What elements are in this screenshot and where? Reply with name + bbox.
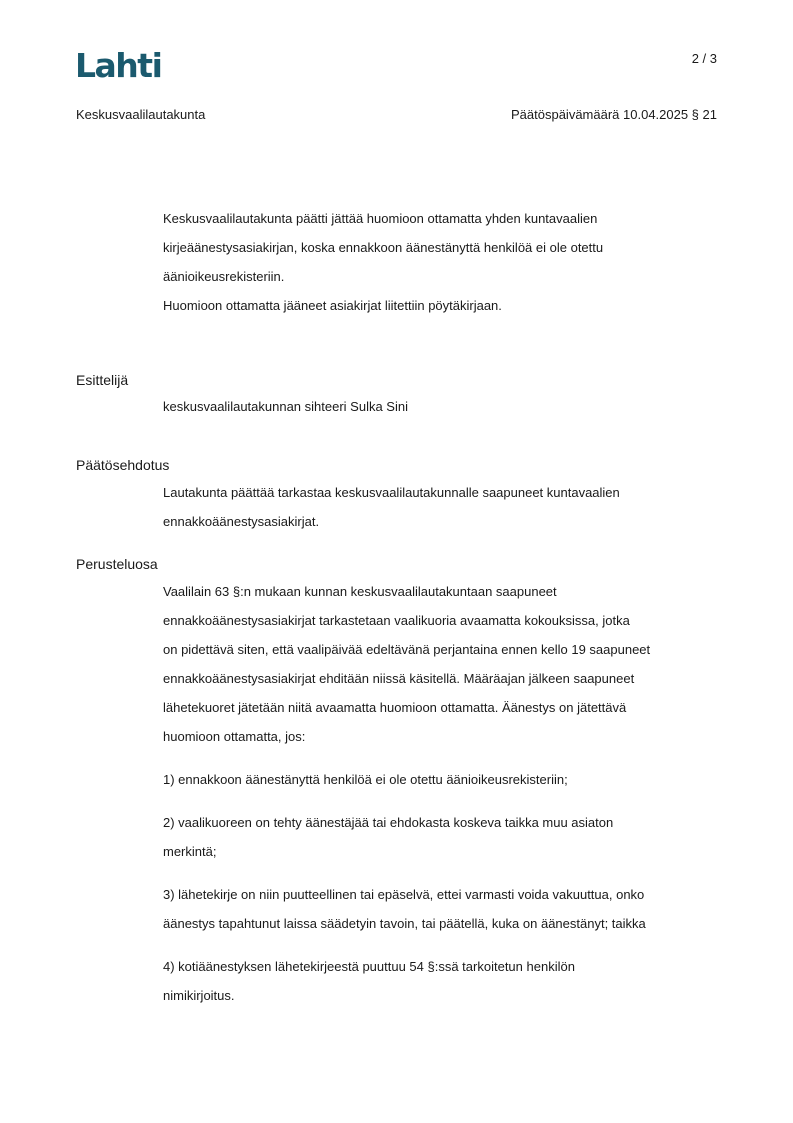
intro-line: Keskusvaalilautakunta päätti jättää huomioon ottamatta yhden kuntavaalien [163, 211, 598, 226]
list-item: 2) vaalikuoreen on tehty äänestäjää tai ehdokasta koskeva taikka muu asiaton [163, 815, 614, 830]
proposal-line: ennakkoäänestysasiakirjat. [163, 514, 320, 529]
presenter-heading: Esittelijä [76, 372, 129, 388]
list-item: 1) ennakkoon äänestänyttä henkilöä ei ole otettu äänioikeusrekisteriin; [163, 772, 568, 787]
list-item: 3) lähetekirje on niin puutteellinen tai epäselvä, ettei varmasti voida vakuuttua, onko [163, 887, 645, 902]
intro-paragraph [163, 204, 723, 320]
list-item-continued: nimikirjoitus. [163, 988, 235, 1003]
justification-heading: Perusteluosa [76, 556, 158, 572]
justification-line: huomioon ottamatta, jos: [163, 729, 306, 744]
list-item: 4) kotiäänestyksen lähetekirjeestä puuttuu 54 §:ssä tarkoitetun henkilön [163, 959, 575, 974]
justification-line: ennakkoäänestysasiakirjat tarkastetaan vaalikuoria avaamatta kokouksissa, jotka [163, 613, 630, 628]
presenter-section [163, 392, 723, 421]
presenter-text: keskusvaalilautakunnan sihteeri Sulka Sini [163, 399, 408, 414]
lahti-logo [75, 47, 167, 81]
list-item-continued: merkintä; [163, 844, 217, 859]
proposal-section [163, 478, 723, 536]
justification-line: on pidettävä siten, että vaalipäivää edeltävänä perjantaina ennen kello 19 saapuneet [163, 642, 651, 657]
list-item-continued: äänestys tapahtunut laissa säädetyin tavoin, tai päätellä, kuka on äänestänyt; taikka [163, 916, 646, 931]
justification-line: Vaalilain 63 §:n mukaan kunnan keskusvaalilautakuntaan saapuneet [163, 584, 557, 599]
intro-line: äänioikeusrekisteriin. [163, 269, 285, 284]
proposal-heading: Päätösehdotus [76, 457, 170, 473]
organization-name: Keskusvaalilautakunta [76, 107, 206, 122]
justification-section [163, 577, 723, 1010]
justification-line: ennakkoäänestysasiakirjat ehditään niissä käsitellä. Määräajan jälkeen saapuneet [163, 671, 635, 686]
page-number: 2 / 3 [691, 51, 717, 66]
intro-line: Huomioon ottamatta jääneet asiakirjat liitettiin pöytäkirjaan. [163, 298, 502, 313]
proposal-line: Lautakunta päättää tarkastaa keskusvaalilautakunnalle saapuneet kuntavaalien [163, 485, 620, 500]
decision-date: Päätöspäivämäärä 10.04.2025 § 21 [511, 107, 717, 122]
intro-line: kirjeäänestysasiakirjan, koska ennakkoon äänestänyttä henkilöä ei ole otettu [163, 240, 604, 255]
justification-line: lähetekuoret jätetään niitä avaamatta huomioon ottamatta. Äänestys on jätettävä [163, 700, 627, 715]
logo-text: Lahti [75, 47, 162, 81]
